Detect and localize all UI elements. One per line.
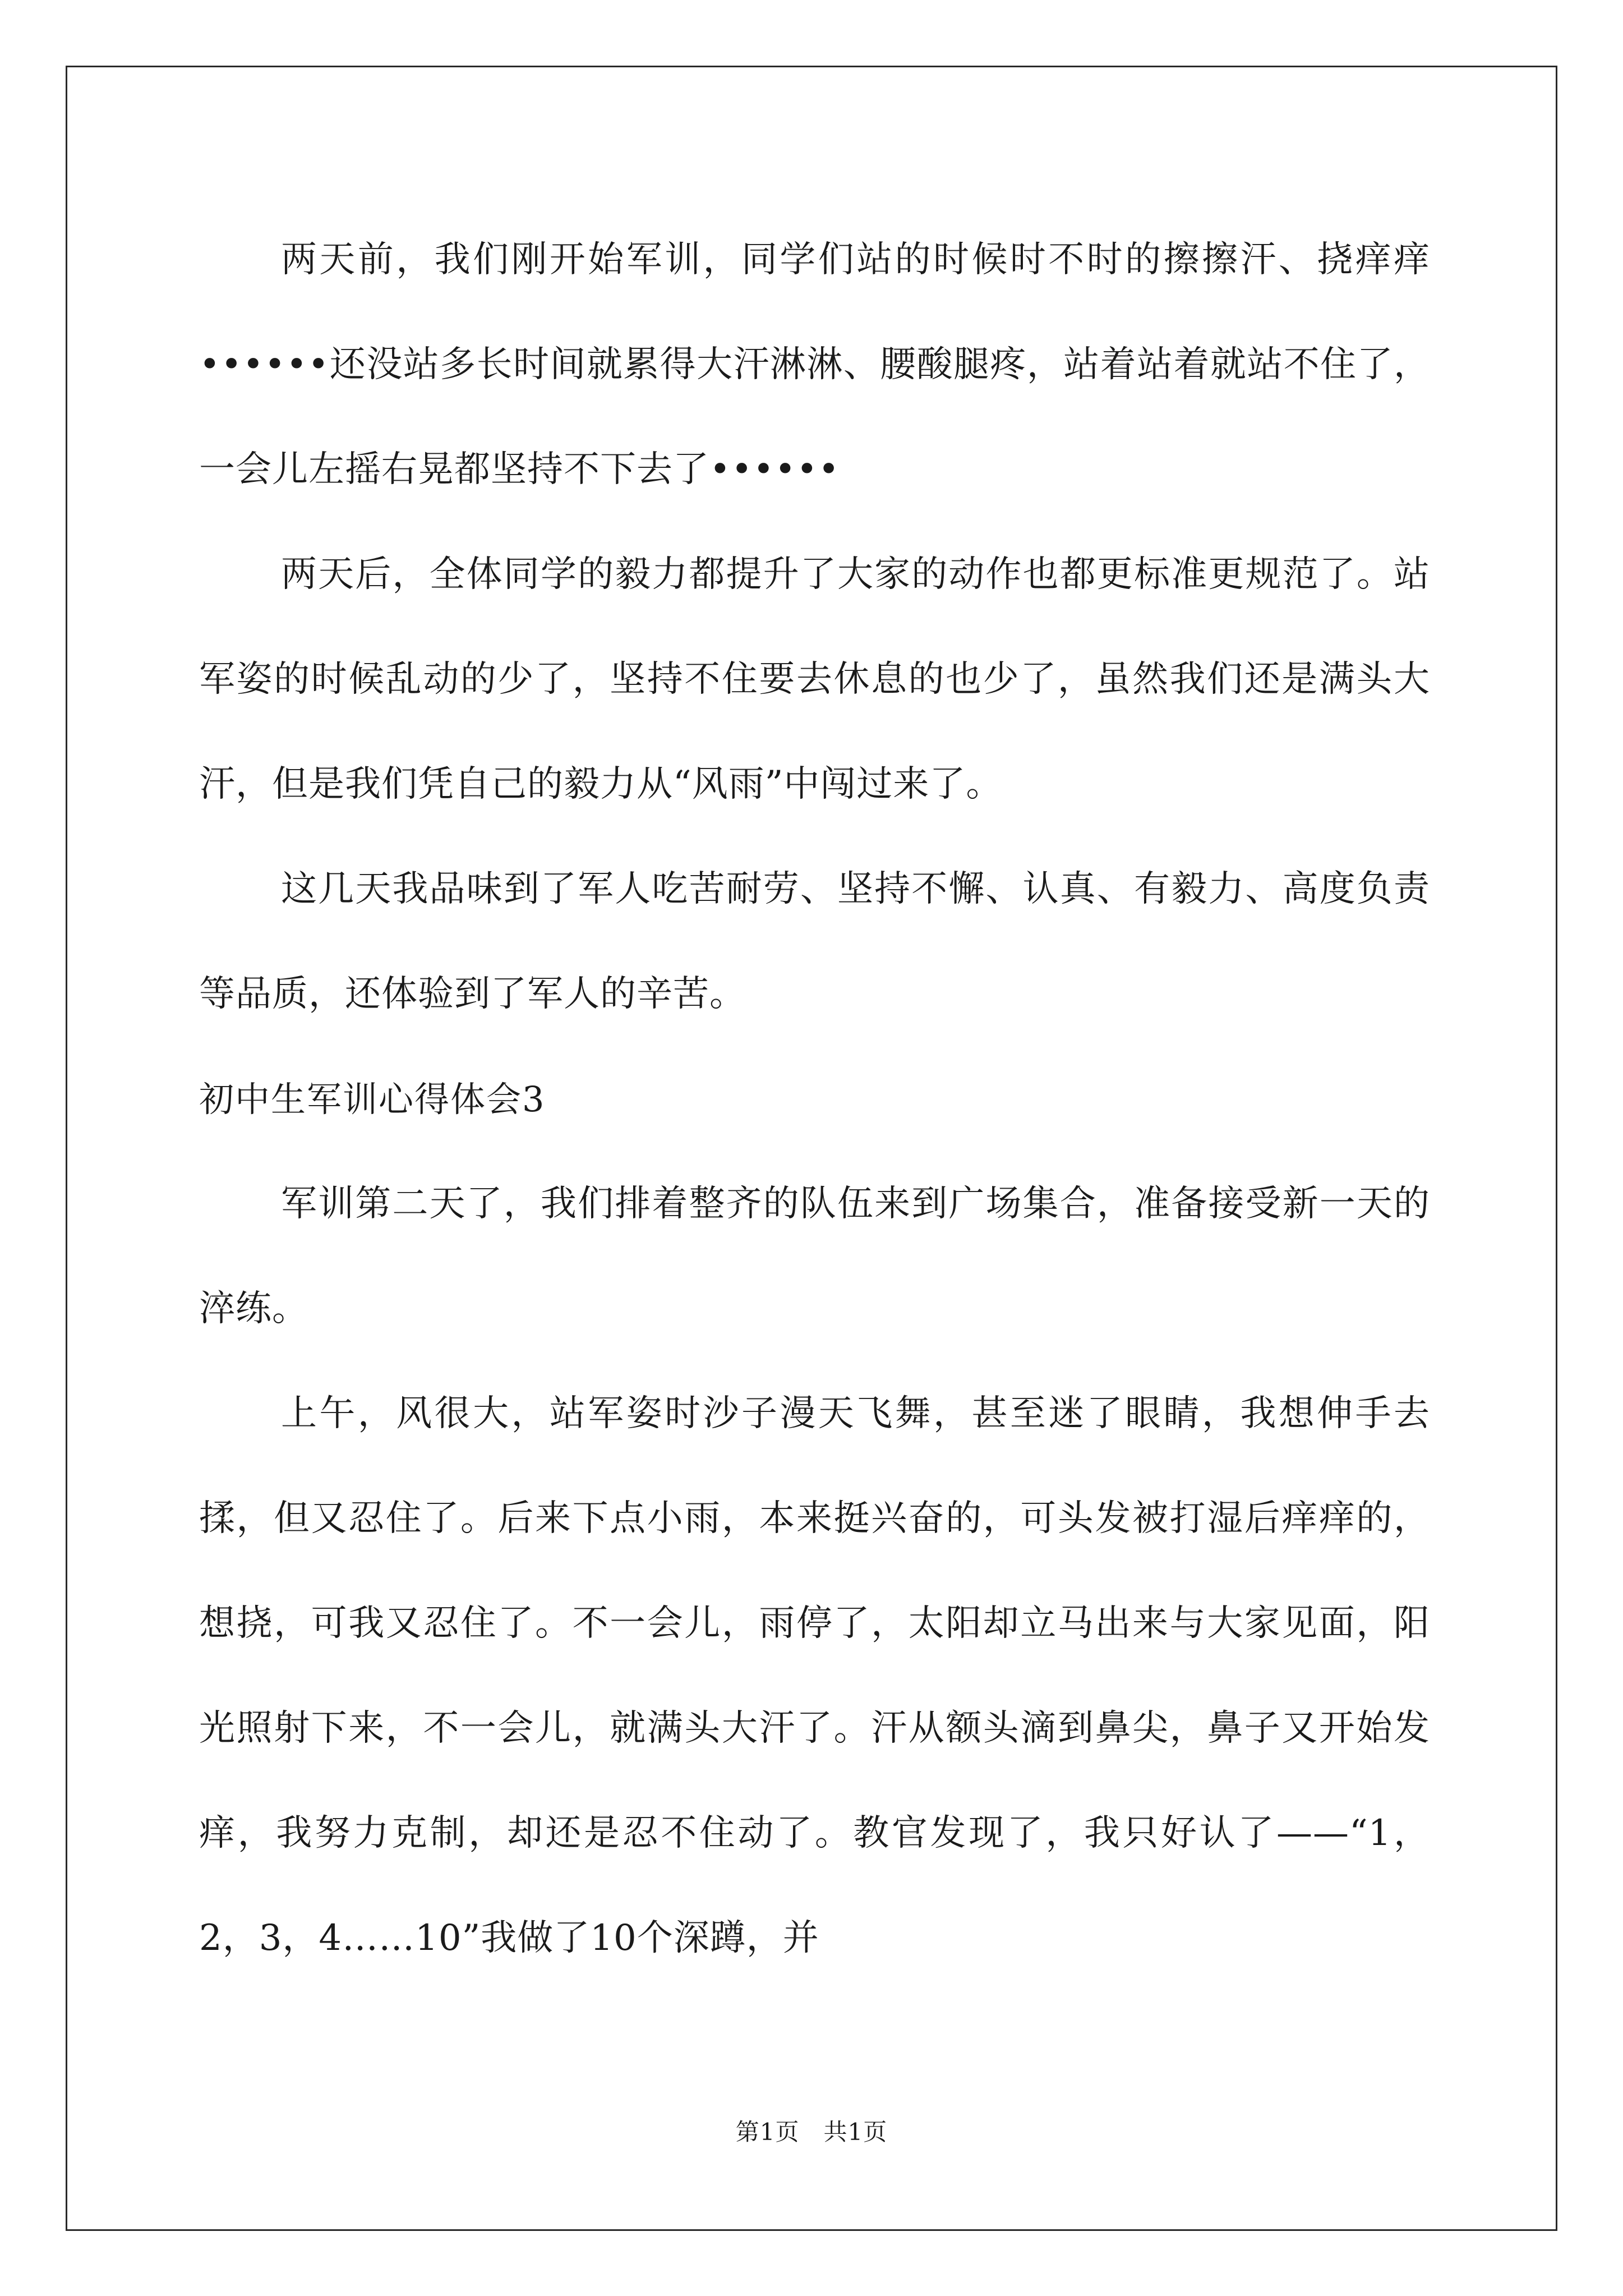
paragraph-3: 这几天我品味到了军人吃苦耐劳、坚持不懈、认真、有毅力、高度负责等品质，还体验到了军人的辛苦。	[199, 868, 1430, 1015]
paragraph-1: 两天前，我们刚开始军训，同学们站的时候时不时的擦擦汗、挠痒痒••••••还没站多长时间就累得大汗淋淋、腰酸腿疼，站着站着就站不住了，一会儿左摇右晃都坚持不下去了••••••	[199, 239, 1430, 490]
section-heading: 初中生军训心得体会3	[199, 1079, 546, 1120]
paragraph-5: 上午，风很大，站军姿时沙子漫天飞舞，甚至迷了眼睛，我想伸手去揉，但又忍住了。后来下点小雨，本来挺兴奋的，可头发被打湿后痒痒的，想挠，可我又忍住了。不一会儿，雨停了，太阳却立马出来与大家见面，阳光照射下来，不一会儿，就满头大汗了。汗从额头滴到鼻尖，鼻子又开始发痒，我努力克制，却还是忍不住动了。教官发现了，我只好认了——“1，2，3，4……10”我做了10个深蹲，并	[199, 1393, 1430, 1959]
paragraph-2: 两天后，全体同学的毅力都提升了大家的动作也都更标准更规范了。站军姿的时候乱动的少了，坚持不住要去休息的也少了，虽然我们还是满头大汗，但是我们凭自己的毅力从“风雨”中闯过来了。	[199, 554, 1430, 805]
page-footer: 第1页 共1页	[735, 2118, 888, 2146]
paragraph-4: 军训第二天了，我们排着整齐的队伍来到广场集合，准备接受新一天的淬练。	[199, 1183, 1430, 1329]
document-body	[199, 208, 1430, 1991]
